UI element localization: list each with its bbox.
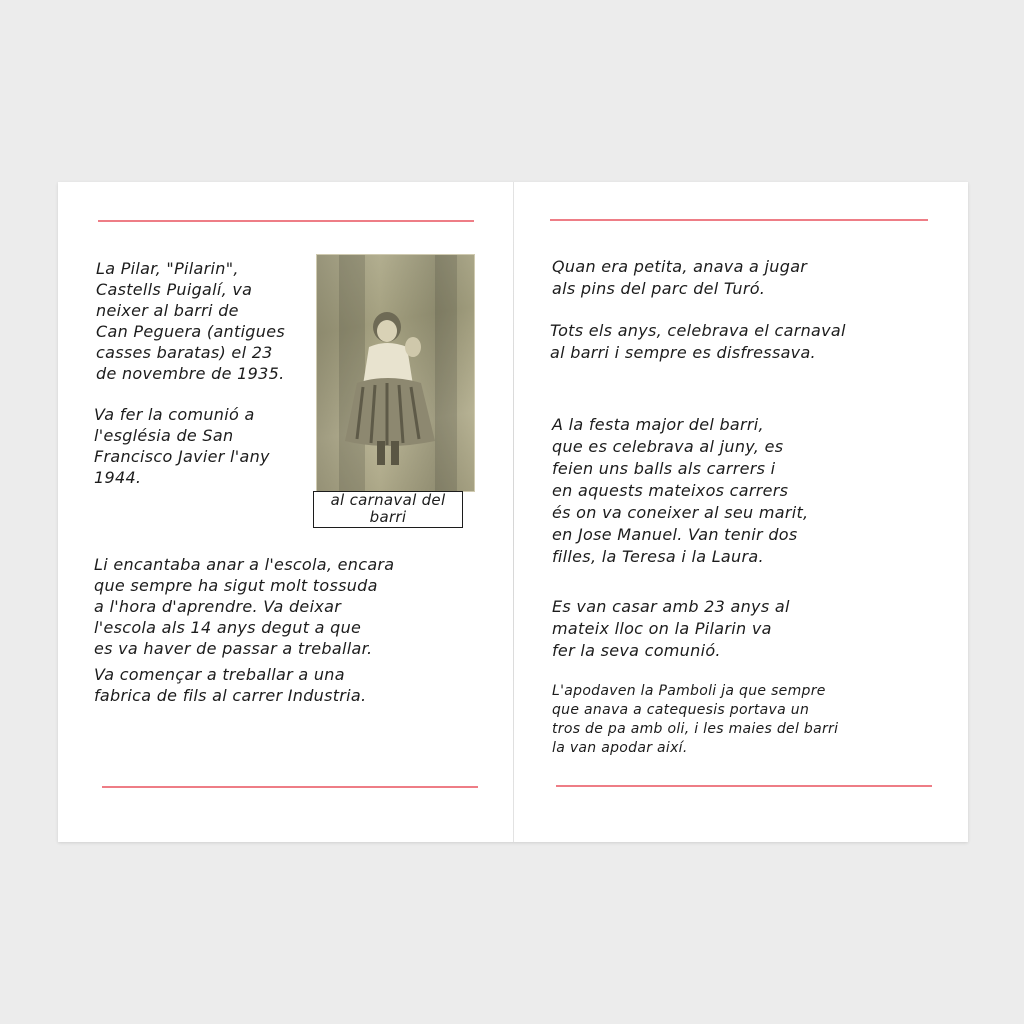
intro-paragraph: La Pilar, "Pilarin", Castells Puigalí, va neixer al barri de Can Peguera (antigues casses baratas) el 23 de novembre de 1935. — [96, 259, 285, 383]
wedding-paragraph: Es van casar amb 23 anys al mateix lloc on la Pilarin va fer la seva comunió. — [552, 597, 790, 660]
girl-costume-figure — [317, 255, 474, 491]
school-paragraph: Li encantaba anar a l'escola, encara que sempre ha sigut molt tossuda a l'hora d'aprendre. Va deixar l'escola als 14 anys degut a que es va haver de passar a treballar. — [94, 555, 395, 658]
vintage-photo — [316, 254, 475, 492]
photo-caption — [313, 491, 463, 528]
festival-paragraph: A la festa major del barri, que es celebrava al juny, es feien uns balls als carrers i en aquests mateixos carrers és on va coneixer al seu marit, en Jose Manuel. Van tenir dos filles, la Teresa i la Laura. — [552, 415, 809, 566]
left-top-rule — [98, 220, 474, 222]
right-bottom-rule — [556, 785, 932, 787]
communion-paragraph: Va fer la comunió a l'església de San Francisco Javier l'any 1944. — [94, 405, 270, 487]
carnival-paragraph: Tots els anys, celebrava el carnaval al barri i sempre es disfressava. — [550, 321, 846, 362]
photo-caption-text: al carnaval del barri — [330, 491, 446, 526]
center-fold — [513, 182, 514, 842]
work-paragraph: Va començar a treballar a una fabrica de fils al carrer Industria. — [94, 665, 367, 705]
left-bottom-rule — [102, 786, 478, 788]
nickname-paragraph: L'apodaven la Pamboli ja que sempre que anava a catequesis portava un tros de pa amb oli, i les maies del barri la van apodar així. — [552, 683, 839, 756]
right-top-rule — [550, 219, 928, 221]
childhood-paragraph: Quan era petita, anava a jugar als pins del parc del Turó. — [552, 257, 808, 298]
booklet-spread — [58, 182, 968, 842]
